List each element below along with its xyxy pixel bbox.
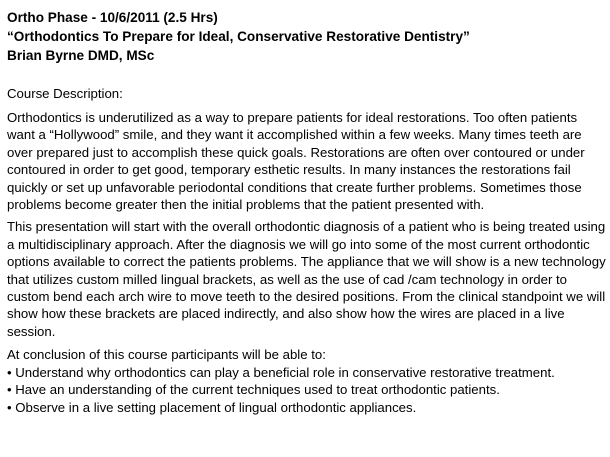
presenter-name: Brian Byrne DMD, MSc <box>7 48 155 63</box>
course-document <box>7 8 607 416</box>
objective-item: • Have an understanding of the current techniques used to treat orthodontic patients. <box>7 382 500 398</box>
objective-item: • Understand why orthodontics can play a beneficial role in conservative restorative treatment. <box>7 364 555 380</box>
course-title: “Orthodontics To Prepare for Ideal, Conservative Restorative Dentistry” <box>7 29 470 44</box>
course-description-label: Course Description: <box>7 86 123 101</box>
description-paragraph-2: This presentation will start with the overall orthodontic diagnosis of a patient who is being treated using a multidisciplinary approach. After the diagnosis we will go into some of the most current orthodontic options available to correct the patients problems. The appliance that we will show is a new technology that utilizes custom milled lingual brackets, as well as the use of cad /cam technology in order to custom bend each arch wire to move teeth to the desired positions. From the clinical standpoint we will show how these brackets are placed indirectly, and also show how the wires are placed in a live session. <box>7 219 606 339</box>
objectives-intro: At conclusion of this course participants will be able to: <box>7 347 326 363</box>
description-paragraph-1: Orthodontics is underutilized as a way to prepare patients for ideal restorations. Too often patients want a “Hollywood” smile, and they want it accomplished within a few weeks. Many times teeth are over prepared just to accomplish these quick goals. Restorations are often over contoured or under contoured in order to get good, temporary esthetic results. In many instances the restorations fail quickly or set up unfavorable periodontal conditions that create further problems. Sometimes those problems become greater then the initial problems that the patient presented with. <box>7 110 585 213</box>
objectives-list <box>7 364 607 416</box>
course-phase-heading: Ortho Phase - 10/6/2011 (2.5 Hrs) <box>7 10 218 25</box>
objective-item: • Observe in a live setting placement of lingual orthodontic appliances. <box>7 399 417 415</box>
